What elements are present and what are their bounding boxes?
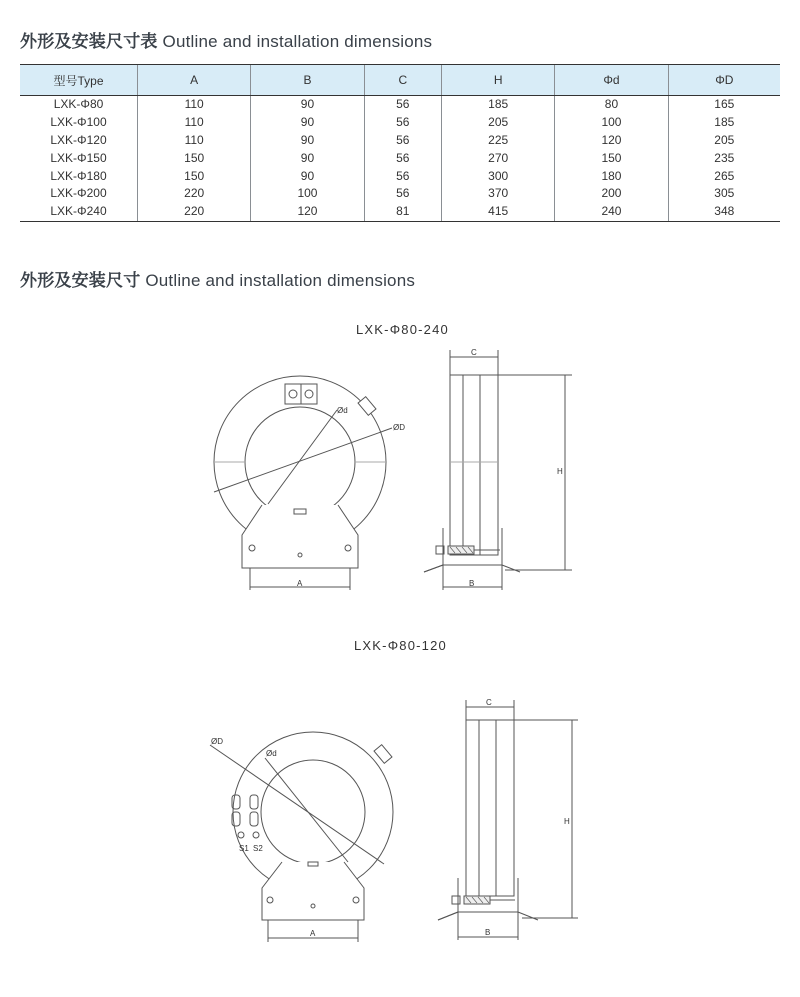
- dim-label-inner-d: Ød: [337, 406, 348, 415]
- cell: 80: [555, 96, 668, 114]
- cell: 235: [668, 149, 780, 167]
- cell: 81: [364, 203, 441, 221]
- cell: 110: [138, 114, 251, 132]
- dim-label-outer-d: ØD: [393, 423, 405, 432]
- model-label-large: LXK-Φ80-240: [356, 322, 449, 337]
- cell-type: LXK-Φ180: [50, 168, 107, 183]
- cell: 150: [138, 149, 251, 167]
- section-title-en: Outline and installation dimensions: [145, 271, 416, 290]
- cell: 415: [442, 203, 555, 221]
- dim-label-inner-d: Ød: [266, 749, 277, 758]
- table-row: [20, 132, 780, 150]
- cell: 56: [364, 114, 441, 132]
- header-h: H: [442, 65, 555, 96]
- cell: 110: [138, 96, 251, 114]
- cell-type: LXK-Φ200: [50, 186, 107, 201]
- cell: 265: [668, 167, 780, 185]
- section-title-cn: 外形及安装尺寸表: [20, 32, 158, 51]
- side-body: [466, 720, 514, 896]
- dim-label-h: H: [557, 467, 563, 476]
- model-label-small: LXK-Φ80-120: [354, 638, 447, 653]
- inner-ring: [245, 407, 355, 517]
- dim-label-outer-d: ØD: [211, 737, 223, 746]
- cell: 90: [251, 96, 364, 114]
- cell: 240: [555, 203, 668, 221]
- cell: 90: [251, 149, 364, 167]
- cell: 305: [668, 185, 780, 203]
- cell: 370: [442, 185, 555, 203]
- table-row: [20, 96, 780, 114]
- header-c: C: [364, 65, 441, 96]
- header-inner-diameter: Φd: [555, 65, 668, 96]
- cell-type: LXK-Φ120: [50, 132, 107, 147]
- dim-label-a: A: [310, 929, 316, 938]
- cell: 90: [251, 167, 364, 185]
- cell: 205: [442, 114, 555, 132]
- terminal-label-s2: S2: [253, 844, 263, 853]
- table-row: [20, 185, 780, 203]
- header-outer-diameter: ΦD: [668, 65, 780, 96]
- cell: 90: [251, 132, 364, 150]
- terminal-label-s1: S1: [239, 844, 249, 853]
- table-row: [20, 114, 780, 132]
- cell: 205: [668, 132, 780, 150]
- cell: 56: [364, 149, 441, 167]
- table-row: [20, 203, 780, 221]
- table-row: [20, 149, 780, 167]
- drawing-large-models: [0, 340, 800, 610]
- dimensions-table: [20, 64, 780, 222]
- cell-type: LXK-Φ100: [50, 115, 107, 130]
- header-type: 型号Type: [20, 65, 138, 96]
- cell-type: LXK-Φ150: [50, 150, 107, 165]
- header-b: B: [251, 65, 364, 96]
- cell: 185: [668, 114, 780, 132]
- cell: 90: [251, 114, 364, 132]
- section-title-cn: 外形及安装尺寸: [20, 271, 141, 290]
- header-a: A: [138, 65, 251, 96]
- dim-label-h: H: [564, 817, 570, 826]
- cell: 56: [364, 96, 441, 114]
- cell: 220: [138, 203, 251, 221]
- side-body: [450, 375, 498, 555]
- mounting-base: [262, 862, 364, 920]
- cell: 120: [251, 203, 364, 221]
- dim-label-b: B: [485, 928, 491, 937]
- cell: 120: [555, 132, 668, 150]
- cell: 150: [555, 149, 668, 167]
- section-title-drawings: [20, 266, 415, 291]
- cell: 56: [364, 132, 441, 150]
- cell: 220: [138, 185, 251, 203]
- cell: 110: [138, 132, 251, 150]
- dim-label-c: C: [486, 698, 492, 707]
- inner-ring: [261, 760, 365, 864]
- section-title-table: [20, 27, 432, 52]
- cell: 348: [668, 203, 780, 221]
- cell: 100: [555, 114, 668, 132]
- dim-label-a: A: [297, 579, 303, 588]
- cell: 56: [364, 167, 441, 185]
- table-row: [20, 167, 780, 185]
- cell: 200: [555, 185, 668, 203]
- cell: 100: [251, 185, 364, 203]
- section-title-en: Outline and installation dimensions: [162, 32, 433, 51]
- cell: 180: [555, 167, 668, 185]
- cell: 185: [442, 96, 555, 114]
- cell: 150: [138, 167, 251, 185]
- cell: 300: [442, 167, 555, 185]
- cell-type: LXK-Φ80: [53, 97, 104, 112]
- dim-label-c: C: [471, 348, 477, 357]
- cell: 165: [668, 96, 780, 114]
- table-header-row: [20, 65, 780, 96]
- cell: 56: [364, 185, 441, 203]
- cell-type: LXK-Φ240: [20, 203, 138, 221]
- dim-label-b: B: [469, 579, 475, 588]
- drawing-small-models: [0, 690, 800, 950]
- cell: 270: [442, 149, 555, 167]
- cell: 225: [442, 132, 555, 150]
